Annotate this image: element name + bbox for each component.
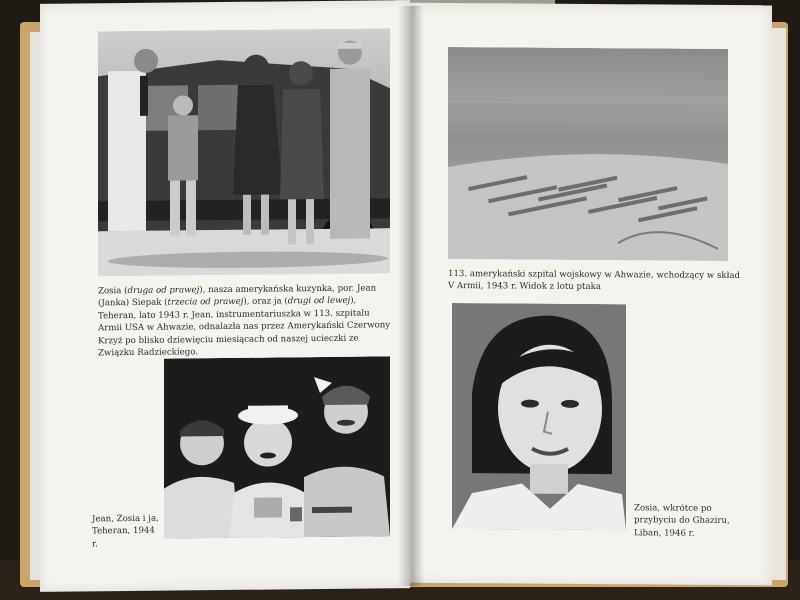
book-gutter [398,6,424,586]
caption-group-photo: Zosia (druga od prawej), nasza amerykańska kuzynka, por. Jean (Janka) Siepak (trzecia od prawej), oraz ja (drugi od lewej), Teheran, lato 1943 r. Jean, instrumentariuszka w 113. szpitalu Armii USA w Ahwazie, odnalazła nas przez Amerykański Czerwony Krzyż po blisko dziewięciu miesiącach od naszej ucieczki ze Związku Radzieckiego. [98,283,391,359]
photo-aerial-hospital [448,47,728,261]
left-page [40,0,410,592]
photo-zosia-portrait [452,303,626,530]
right-page [410,3,772,586]
photo-group-at-car [98,28,390,276]
photo-three-women [164,356,390,538]
caption-aerial-hospital: 113. amerykański szpital wojskowy w Ahwazie, wchodzący w skład V Armii, 1943 r. Widok z lotu ptaka [448,269,741,293]
caption-three-women: Jean, Zosia i ja, Teheran, 1944 r. [92,513,159,550]
caption-zosia-portrait: Zosia, wkrótce po przybyciu do Ghaziru, Liban, 1946 r. [634,503,730,539]
